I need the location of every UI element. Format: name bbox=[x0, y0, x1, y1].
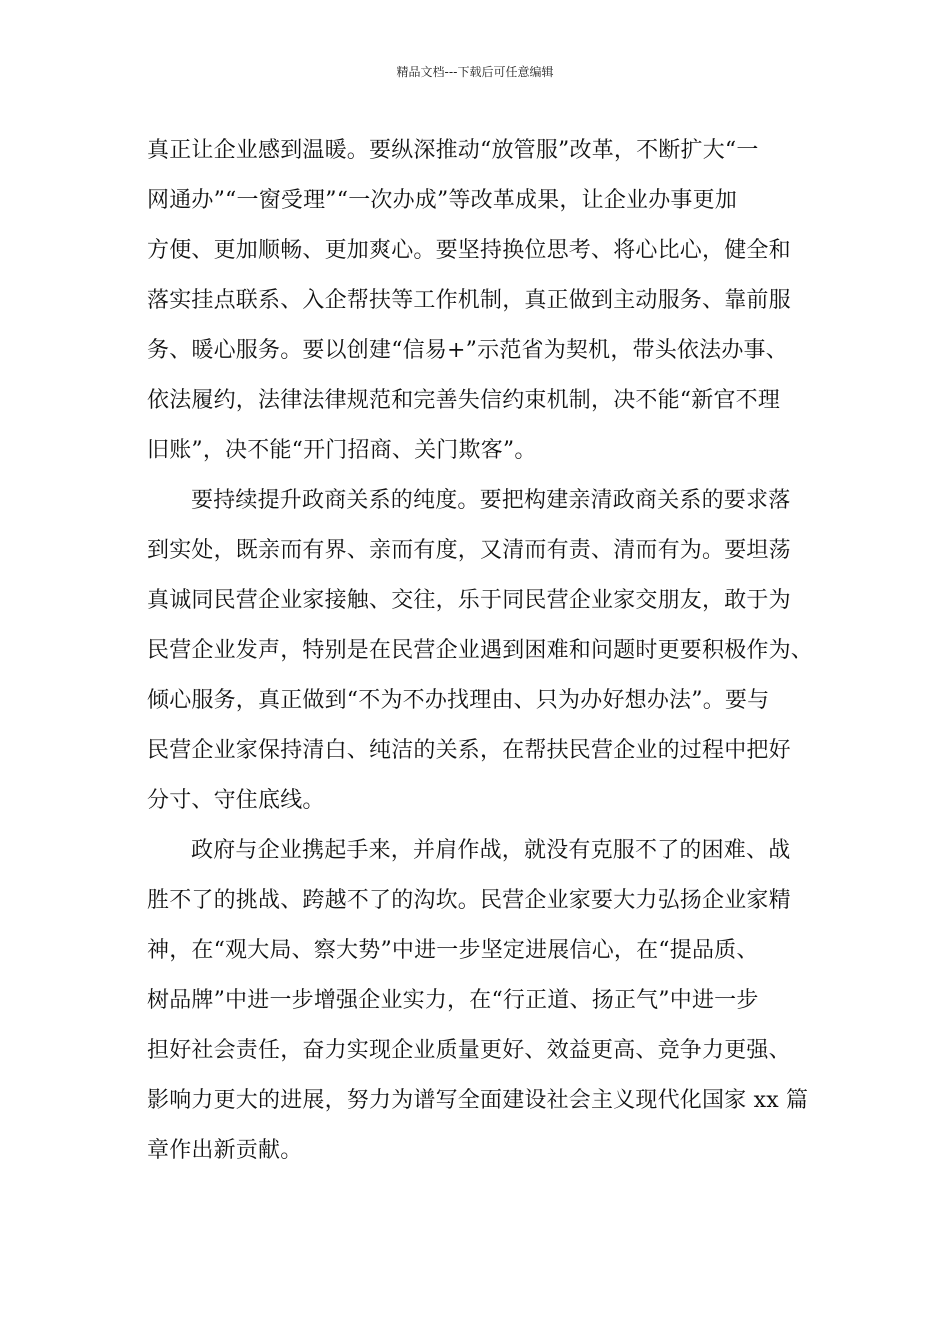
paragraph-1 bbox=[147, 126, 827, 476]
text-line: 旧账”，决不能“开门招商、关门欺客”。 bbox=[147, 438, 537, 463]
text-line: 担好社会责任，奋力实现企业质量更好、效益更高、竞争力更强、 bbox=[147, 1038, 791, 1063]
paragraph-3 bbox=[147, 826, 827, 1176]
text-line: 神，在“观大局、察大势”中进一步坚定进展信心，在“提品质、 bbox=[147, 938, 759, 963]
text-line: 树品牌”中进一步增强企业实力，在“行正道、扬正气”中进一步 bbox=[147, 988, 759, 1013]
text-line: 方便、更加顺畅、更加爽心。要坚持换位思考、将心比心，健全和 bbox=[147, 238, 791, 263]
text-line: 真诚同民营企业家接触、交往，乐于同民营企业家交朋友，敢于为 bbox=[147, 588, 791, 613]
text-line: 倾心服务，真正做到“不为不办找理由、只为办好想办法”。要与 bbox=[147, 688, 770, 713]
text-line: 落实挂点联系、入企帮扶等工作机制，真正做到主动服务、靠前服 bbox=[147, 288, 791, 313]
text-line: 要持续提升政商关系的纯度。要把构建亲清政商关系的要求落 bbox=[191, 488, 791, 513]
text-line: 胜不了的挑战、跨越不了的沟坎。民营企业家要大力弘扬企业家精 bbox=[147, 888, 791, 913]
text-line: 政府与企业携起手来，并肩作战，就没有克服不了的困难、战 bbox=[191, 838, 791, 863]
page-header: 精品文档---下载后可任意编辑 bbox=[396, 65, 554, 79]
text-line: 影响力更大的进展，努力为谱写全面建设社会主义现代化国家 xx 篇 bbox=[147, 1088, 809, 1113]
text-line: 民营企业发声，特别是在民营企业遇到困难和问题时更要积极作为、 bbox=[147, 638, 814, 663]
text-line: 网通办”“一窗受理”“一次办成”等改革成果，让企业办事更加 bbox=[147, 188, 738, 213]
text-line: 分寸、守住底线。 bbox=[147, 788, 325, 813]
text-line: 务、暖心服务。要以创建“信易+”示范省为契机，带头依法办事、 bbox=[147, 338, 788, 363]
paragraph-2 bbox=[147, 476, 827, 826]
text-line: 到实处，既亲而有界、亲而有度，又清而有责、清而有为。要坦荡 bbox=[147, 538, 791, 563]
text-line: 章作出新贡献。 bbox=[147, 1138, 303, 1163]
text-line: 真正让企业感到温暖。要纵深推动“放管服”改革，不断扩大“一 bbox=[147, 138, 759, 163]
text-line: 依法履约，法律法律规范和完善失信约束机制，决不能“新官不理 bbox=[147, 388, 781, 413]
text-line: 民营企业家保持清白、纯洁的关系，在帮扶民营企业的过程中把好 bbox=[147, 738, 791, 763]
document-body bbox=[147, 126, 827, 1176]
